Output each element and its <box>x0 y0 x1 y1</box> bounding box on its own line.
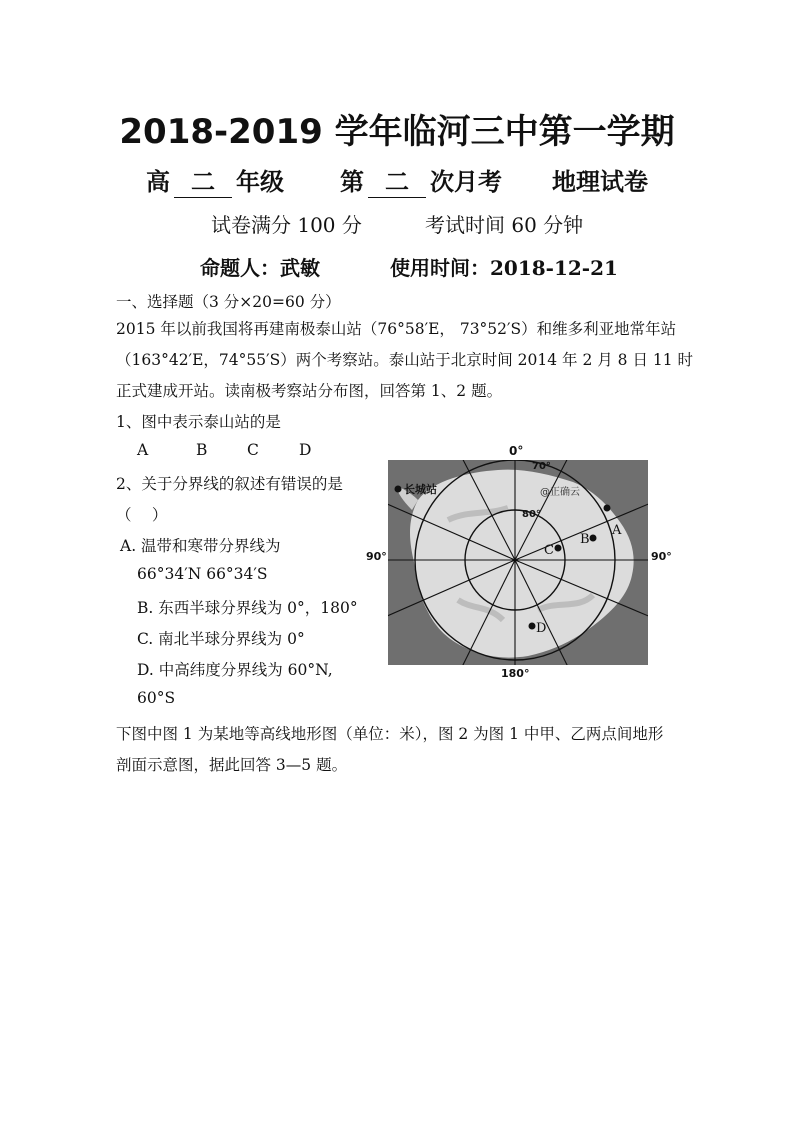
point-a-label: A <box>612 523 622 538</box>
question-2: 2、关于分界线的叙述有错误的是 <box>116 475 343 493</box>
grade-blank: 二 <box>174 162 232 198</box>
intro2-line-2: 剖面示意图，据此回答 3—5 题。 <box>116 756 348 774</box>
watermark-text: @正确云 <box>540 487 580 498</box>
exam-title: 2018-2019 学年临河三中第一学期 <box>119 112 675 152</box>
q1-option-d: D <box>299 441 312 459</box>
time-limit: 考试时间 60 分钟 <box>425 213 584 237</box>
map-label-70: 70° <box>532 461 551 472</box>
q2-option-b: B. 东西半球分界线为 0°，180° <box>137 599 358 617</box>
grade-prefix: 高 <box>146 167 170 196</box>
point-b-marker <box>590 535 597 542</box>
q2-option-c: C. 南北半球分界线为 0° <box>137 630 305 648</box>
q1-option-b: B <box>196 441 208 459</box>
exam-prefix: 第 <box>340 167 364 196</box>
intro-line-1: 2015 年以前我国将再建南极泰山站（76°58′E， 73°52′S）和维多利亚地常年站 <box>116 320 677 338</box>
q2-answer-paren: （ ） <box>116 506 168 524</box>
point-b-label: B <box>580 532 590 547</box>
map-label-90-left: 90° <box>366 550 387 563</box>
full-score: 试卷满分 100 分 <box>211 213 362 237</box>
author: 命题人：武敏 <box>200 256 320 280</box>
map-label-0: 0° <box>509 444 524 458</box>
q1-option-a: A <box>137 441 149 459</box>
point-d-marker <box>529 623 536 630</box>
q2-option-d-cont: 60°S <box>137 689 176 707</box>
q1-option-c: C <box>247 441 259 459</box>
intro-line-3: 正式建成开站。读南极考察站分布图，回答第 1、2 题。 <box>116 382 503 400</box>
great-wall-station-marker <box>395 486 402 493</box>
question-1: 1、图中表示泰山站的是 <box>116 413 281 431</box>
point-a-marker <box>604 505 611 512</box>
point-c-marker <box>555 545 562 552</box>
antarctica-station-map <box>388 460 648 665</box>
exam-suffix: 次月考 <box>430 167 502 196</box>
section-heading: 一、选择题（3 分×20=60 分） <box>116 293 341 311</box>
exam-line <box>340 162 502 198</box>
q2-option-a: A. 温带和寒带分界线为 <box>120 537 281 555</box>
point-d-label: D <box>536 621 547 636</box>
point-c-label: C <box>544 543 554 558</box>
map-label-80: 80° <box>522 509 541 520</box>
map-label-90-right: 90° <box>651 550 672 563</box>
q2-option-a-cont: 66°34′N 66°34′S <box>137 565 268 583</box>
map-label-180: 180° <box>501 667 530 680</box>
exam-blank: 二 <box>368 162 426 198</box>
grade-suffix: 年级 <box>236 167 284 196</box>
subject-name: 地理试卷 <box>552 167 648 196</box>
great-wall-station-label: 长城站 <box>404 483 437 496</box>
q2-option-d: D. 中高纬度分界线为 60°N, <box>137 661 333 679</box>
use-date: 使用时间：2018-12-21 <box>390 256 618 280</box>
intro-line-2: （163°42′E，74°55′S）两个考察站。泰山站于北京时间 2014 年 2 月 8 日 11 时 <box>116 351 694 369</box>
grade-line <box>146 162 284 198</box>
intro2-line-1: 下图中图 1 为某地等高线地形图（单位：米），图 2 为图 1 中甲、乙两点间地形 <box>116 725 664 743</box>
